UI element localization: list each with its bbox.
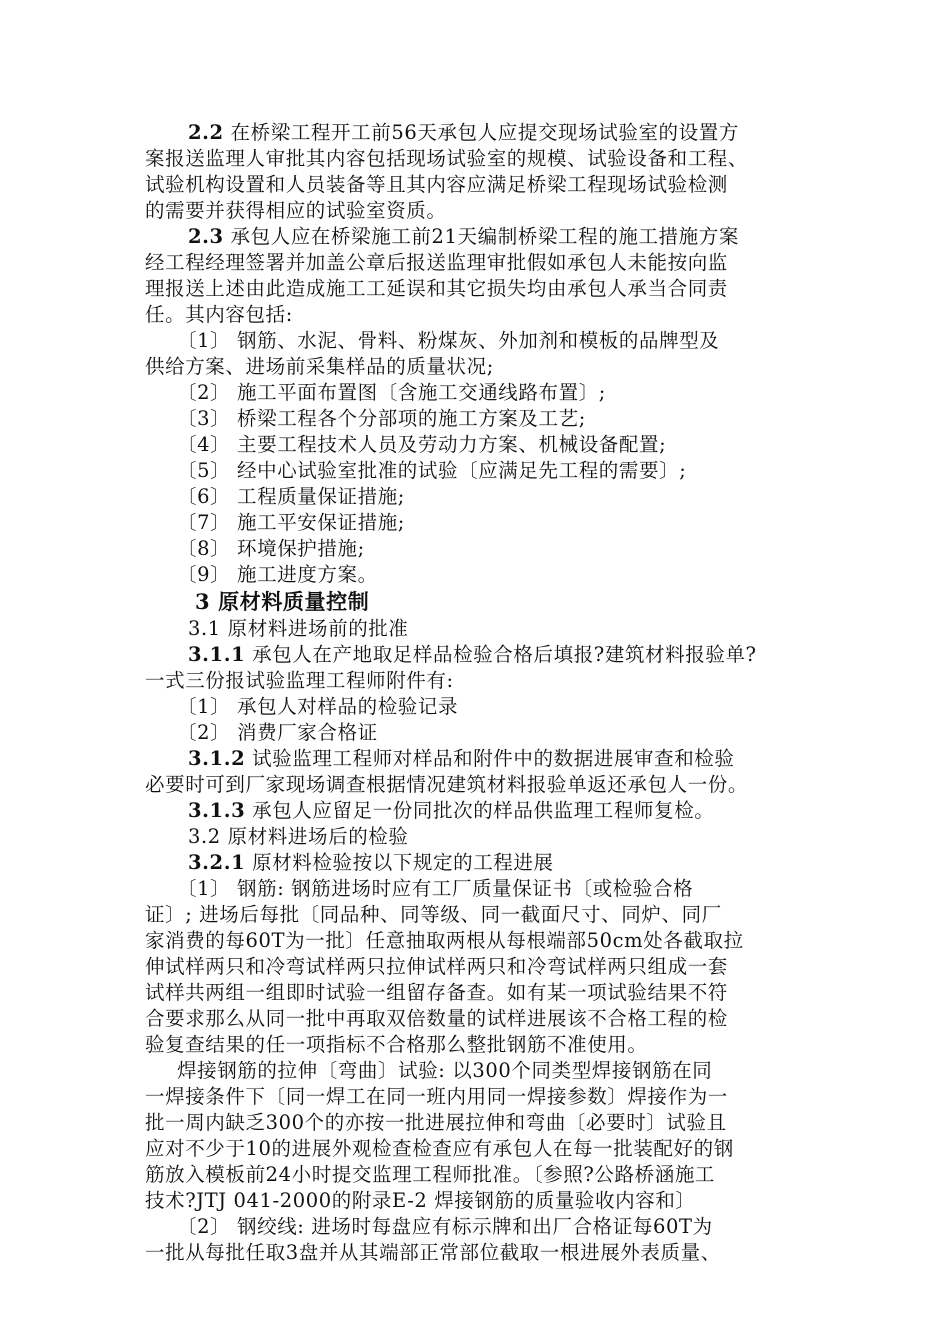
clause-number: 3.1.1 — [188, 643, 246, 666]
text-line — [145, 1006, 805, 1032]
line-text: 焊接钢筋的拉伸〔弯曲〕试验: 以300个同类型焊接钢筋在同 — [177, 1059, 713, 1082]
text-line — [145, 1162, 805, 1188]
text-line — [145, 746, 805, 772]
text-line — [145, 172, 805, 198]
document-body — [145, 120, 805, 1266]
line-text: 一式三份报试验监理工程师附件有: — [145, 669, 454, 692]
text-line — [145, 536, 805, 562]
text-line — [145, 1110, 805, 1136]
text-line — [145, 1058, 805, 1084]
text-line — [145, 1136, 805, 1162]
line-text: 验复查结果的任一项指标不合格那么整批钢筋不准使用。 — [145, 1033, 648, 1056]
line-text: 〔8〕 环境保护措施; — [177, 537, 365, 560]
line-text: 〔3〕 桥梁工程各个分部项的施工方案及工艺; — [177, 407, 586, 430]
line-text: 承包人应在桥梁施工前21天编制桥梁工程的施工措施方案 — [223, 225, 739, 248]
text-line — [145, 798, 805, 824]
line-text: 〔9〕 施工进度方案。 — [177, 563, 378, 586]
line-text: 应对不少于10的进展外观检查检查应有承包人在每一批装配好的钢 — [145, 1137, 734, 1160]
line-text: 〔2〕 消费厂家合格证 — [177, 721, 378, 744]
line-text: 〔1〕 承包人对样品的检验记录 — [177, 695, 459, 718]
line-text: 筋放入模板前24小时提交监理工程师批准。〔参照?公路桥涵施工 — [145, 1163, 716, 1186]
line-text: 合要求那么从同一批中再取双倍数量的试样进展该不合格工程的检 — [145, 1007, 728, 1030]
line-text: 证〕; 进场后每批〔同品种、同等级、同一截面尺寸、同炉、同厂 — [145, 903, 722, 926]
text-line — [145, 824, 805, 850]
text-line — [145, 406, 805, 432]
line-text: 一批从每批任取3盘并从其端部正常部位截取一根进展外表质量、 — [145, 1241, 721, 1264]
section-heading — [145, 588, 805, 616]
text-line — [145, 250, 805, 276]
line-text: 在桥梁工程开工前56天承包人应提交现场试验室的设置方 — [223, 121, 739, 144]
text-line — [145, 876, 805, 902]
text-line — [145, 276, 805, 302]
text-line — [145, 694, 805, 720]
text-line — [145, 616, 805, 642]
clause-number: 3.1.2 — [188, 747, 246, 770]
text-line — [145, 1032, 805, 1058]
text-line — [145, 510, 805, 536]
text-line — [145, 928, 805, 954]
line-text: 试验监理工程师对样品和附件中的数据进展审查和检验 — [245, 747, 735, 770]
text-line — [145, 720, 805, 746]
line-text: 〔6〕 工程质量保证措施; — [177, 485, 405, 508]
line-text: 必要时可到厂家现场调查根据情况建筑材料报验单返还承包人一份。 — [145, 773, 749, 796]
text-line — [145, 1084, 805, 1110]
line-text: 承包人应留足一份同批次的样品供监理工程师复检。 — [245, 799, 715, 822]
clause-number: 3.1.3 — [188, 799, 246, 822]
line-text: 一焊接条件下〔同一焊工在同一班内用同一焊接参数〕焊接作为一 — [145, 1085, 728, 1108]
line-text: 供给方案、进场前采集样品的质量状况; — [145, 355, 494, 378]
line-text: 伸试样两只和冷弯试样两只拉伸试样两只和冷弯试样两只组成一套 — [145, 955, 728, 978]
clause-number: 2.3 — [188, 225, 224, 248]
line-text: 试样共两组一组即时试验一组留存备查。如有某一项试验结果不符 — [145, 981, 728, 1004]
text-line — [145, 120, 805, 146]
text-line — [145, 302, 805, 328]
line-text: 3.1 原材料进场前的批准 — [188, 617, 409, 640]
text-line — [145, 954, 805, 980]
text-line — [145, 380, 805, 406]
text-line — [145, 850, 805, 876]
text-line — [145, 1214, 805, 1240]
line-text: 原材料检验按以下规定的工程进展 — [245, 851, 554, 874]
line-text: 〔2〕 施工平面布置图〔含施工交通线路布置〕; — [177, 381, 606, 404]
text-line — [145, 328, 805, 354]
text-line — [145, 354, 805, 380]
text-line — [145, 432, 805, 458]
line-text: 案报送监理人审批其内容包括现场试验室的规模、试验设备和工程、 — [145, 147, 749, 170]
text-line — [145, 668, 805, 694]
line-text: 理报送上述由此造成施工工延误和其它损失均由承包人承当合同责 — [145, 277, 728, 300]
text-line — [145, 458, 805, 484]
line-text: 〔1〕 钢筋: 钢筋进场时应有工厂质量保证书〔或检验合格 — [177, 877, 694, 900]
line-text: 技术?JTJ 041-2000的附录E-2 焊接钢筋的质量验收内容和〕 — [145, 1189, 696, 1212]
text-line — [145, 484, 805, 510]
line-text: 3.2 原材料进场后的检验 — [188, 825, 409, 848]
text-line — [145, 902, 805, 928]
line-text: 家消费的每60T为一批〕任意抽取两根从每根端部50cm处各截取拉 — [145, 929, 744, 952]
text-line — [145, 198, 805, 224]
line-text: 〔4〕 主要工程技术人员及劳动力方案、机械设备配置; — [177, 433, 667, 456]
line-text: 试验机构设置和人员装备等且其内容应满足桥梁工程现场试验检测 — [145, 173, 728, 196]
line-text: 经工程经理签署并加盖公章后报送监理审批假如承包人未能按向监 — [145, 251, 728, 274]
line-text: 〔7〕 施工平安保证措施; — [177, 511, 405, 534]
line-text: 任。其内容包括: — [145, 303, 293, 326]
line-text: 承包人在产地取足样品检验合格后填报?建筑材料报验单? — [245, 643, 757, 666]
line-text: 〔1〕 钢筋、水泥、骨料、粉煤灰、外加剂和模板的品牌型及 — [177, 329, 720, 352]
line-text: 3 原材料质量控制 — [195, 589, 370, 614]
line-text: 批一周内缺乏300个的亦按一批进展拉伸和弯曲〔必要时〕试验且 — [145, 1111, 727, 1134]
text-line — [145, 980, 805, 1006]
text-line — [145, 1188, 805, 1214]
text-line — [145, 642, 805, 668]
line-text: 〔2〕 钢绞线: 进场时每盘应有标示牌和出厂合格证每60T为 — [177, 1215, 713, 1238]
line-text: 〔5〕 经中心试验室批准的试验〔应满足先工程的需要〕; — [177, 459, 687, 482]
text-line — [145, 562, 805, 588]
clause-number: 3.2.1 — [188, 851, 246, 874]
text-line — [145, 772, 805, 798]
text-line — [145, 146, 805, 172]
line-text: 的需要并获得相应的试验室资质。 — [145, 199, 447, 222]
clause-number: 2.2 — [188, 121, 224, 144]
text-line — [145, 224, 805, 250]
text-line — [145, 1240, 805, 1266]
